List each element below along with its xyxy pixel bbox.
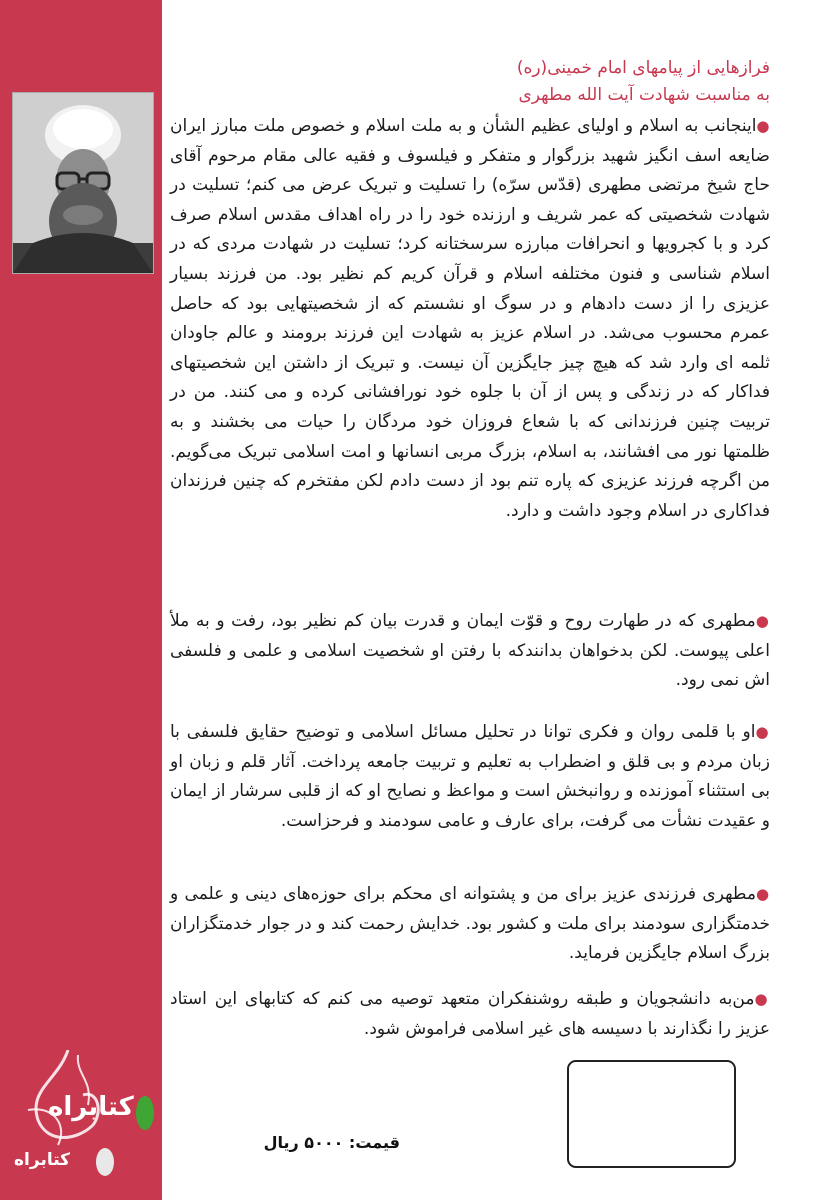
paragraph-1: [170, 112, 770, 526]
price-label: قیمت: ۵۰۰۰ ریال: [263, 1133, 400, 1152]
publisher-logo: [8, 1050, 158, 1190]
heading-line-1: فرازهایی از پیامهای امام خمینی(ره): [516, 58, 770, 78]
paragraph-text: او با قلمی روان و فکری توانا در تحلیل مسائل اسلامی و توضیح حقایق فلسفی با زبان مردم و بی قلق و اضطراب به تعلیم و تربیت جامعه پرداخت. آثار قلم و زبان او بی استثناء آموزنده و روانبخش است و مواعظ و نصایح او که از قلبی سرشار از ایمان و عقیدت نشأت می گرفت، برای عارف و عامی سودمند و فرحزاست.: [170, 722, 770, 831]
leaf-icon: [136, 1096, 154, 1130]
paragraph-2: [170, 607, 770, 696]
paragraph-text: من‌به دانشجویان و طبقه روشنفکران متعهد توصیه می کنم که کتابهای این استاد عزیز را نگذارند با دسیسه های غیر اسلامی فراموش شود.: [170, 989, 770, 1039]
barcode-box: [567, 1060, 736, 1168]
paragraph-text: مطهری فرزندی عزیز برای من و پشتوانه ای محکم برای حوزه‌های دینی و علمی و خدمتگزاری سودمند برای ملت و کشور بود. خدایش رحمت کند و در جوار خدمتگزاران بزرگ اسلام جایگزین فرماید.: [170, 884, 770, 964]
heading-line-2: به مناسبت شهادت آیت الله مطهری: [518, 85, 770, 105]
leaf-watermark-icon: [96, 1148, 114, 1176]
paragraph-4: [170, 880, 770, 969]
paragraph-3: [170, 718, 770, 836]
portrait-image: [13, 93, 153, 273]
bullet-icon: ●: [756, 117, 770, 135]
publisher-logo-text-bottom: کتابراه: [14, 1150, 71, 1170]
sidebar-strip: [0, 0, 162, 1200]
paragraph-5: [170, 985, 770, 1044]
paragraph-text: مطهری که در طهارت روح و قوّت ایمان و قدرت بیان کم نظیر بود، رفت و به ملأ اعلی پیوست. لکن بدخواهان بدانندکه با رفتن او شخصیت اسلامی و علمی و فلسفی اش نمی رود.: [170, 611, 770, 691]
text-column: [170, 0, 771, 1200]
bullet-icon: ●: [754, 990, 771, 1008]
page-heading: [180, 55, 770, 109]
publisher-logo-text-top: کتابراه: [48, 1092, 134, 1122]
author-portrait: [12, 92, 154, 274]
bullet-icon: ●: [755, 723, 770, 741]
bullet-icon: ●: [755, 885, 770, 903]
bullet-icon: ●: [755, 612, 770, 630]
paragraph-text: اینجانب به اسلام و اولیای عظیم الشأن و به ملت اسلام و خصوص ملت مبارز ایران ضایعه اسف انگیز شهید بزرگوار و متفکر و فیلسوف و فقیه عالی مقام مرحوم آقای حاج شیخ مرتضی مطهری (قدّس سرّه) را تسلیت و تبریک عرض می کنم؛ تسلیت در شهادت شخصیتی که عمر شریف و ارزنده خود را در راه اهداف مقدس اسلام صرف کرد و با کجرویها و انحرافات مبارزه سرسختانه کرد؛ تسلیت در شهادت مردی که در اسلام شناسی و فنون مختلفه اسلام و قرآن کریم کم نظیر بود. من فرزند بسیار عزیزی را از دست دادهام و در سوگ او نشستم که از شخصیتهایی بود که حاصل عمرم محسوب می‌شد. در اسلام عزیز به شهادت این فرزند برومند و عالم جاودان ثلمه ای وارد شد که هیچ چیز جایگزین آن نیست. و تبریک از داشتن این شخصیتهای فداکار که در زندگی و پس از آن با جلوه خود نورافشانی کرده و می کنند. من در تربیت چنین فرزندانی که با شعاع فروزان خود مردگان را حیات می بخشند و به ظلمتها نور می افشانند، به اسلام، بزرگ مربی انسانها و امت اسلامی تبریک می‌گویم. من اگرچه فرزند عزیزی که پاره تنم بود از دست دادم لکن مفتخرم که چنین فرزندان فداکاری در اسلام وجود داشت و دارد.: [170, 116, 770, 521]
